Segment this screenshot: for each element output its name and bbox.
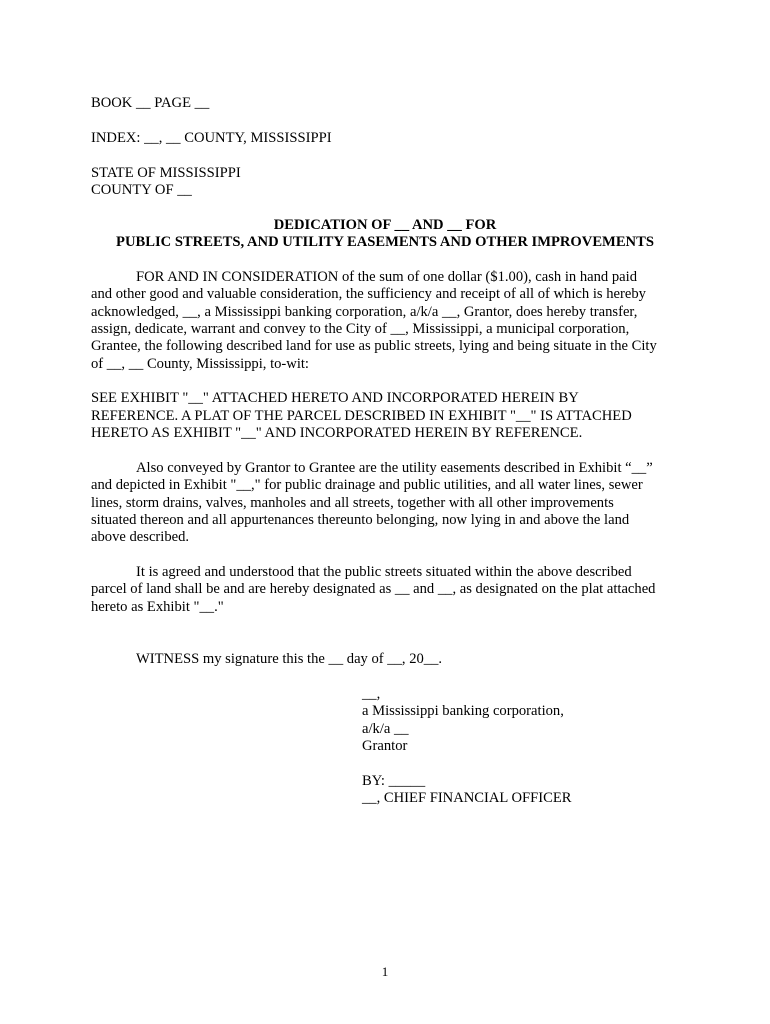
paragraph-line: REFERENCE. A PLAT OF THE PARCEL DESCRIBED IN EXHIBIT "__" IS ATTACHED: [91, 408, 632, 424]
page-number: 1: [381, 964, 389, 979]
grantor-aka: a/k/a __: [362, 721, 409, 737]
paragraph-line: It is agreed and understood that the public streets situated within the above described: [136, 564, 632, 580]
paragraph-line: hereto as Exhibit "__.": [91, 599, 224, 615]
paragraph-line: and other good and valuable consideration, the sufficiency and receipt of all of which is hereby: [91, 286, 646, 302]
paragraph-line: FOR AND IN CONSIDERATION of the sum of one dollar ($1.00), cash in hand paid: [136, 269, 637, 285]
paragraph-line: and depicted in Exhibit "__," for public drainage and public utilities, and all water lines, sewer: [91, 477, 643, 493]
paragraph-line: acknowledged, __, a Mississippi banking corporation, a/k/a __, Grantor, does hereby transfer,: [91, 304, 638, 320]
paragraph-line: of __, __ County, Mississippi, to-wit:: [91, 356, 309, 372]
book-page-line: BOOK __ PAGE __: [91, 95, 210, 111]
grantor-role: Grantor: [362, 738, 408, 754]
paragraph-line: HERETO AS EXHIBIT "__" AND INCORPORATED HEREIN BY REFERENCE.: [91, 425, 583, 441]
paragraph-line: above described.: [91, 529, 190, 545]
paragraph-line: Grantee, the following described land for use as public streets, lying and being situate in the City: [91, 338, 657, 354]
index-line: INDEX: __, __ COUNTY, MISSISSIPPI: [91, 130, 332, 146]
paragraph-line: parcel of land shall be and are hereby designated as __ and __, as designated on the plat attached: [91, 581, 656, 597]
grantor-name: __,: [362, 686, 381, 702]
grantor-description: a Mississippi banking corporation,: [362, 703, 564, 719]
paragraph-line: assign, dedicate, warrant and convey to the City of __, Mississippi, a municipal corporation,: [91, 321, 630, 337]
signature-by-line: BY: _____: [362, 773, 426, 789]
witness-line: WITNESS my signature this the __ day of __, 20__.: [136, 651, 443, 667]
paragraph-line: SEE EXHIBIT "__" ATTACHED HERETO AND INCORPORATED HEREIN BY: [91, 390, 579, 406]
paragraph-line: Also conveyed by Grantor to Grantee are the utility easements described in Exhibit “__”: [136, 460, 653, 476]
title-line-2: PUBLIC STREETS, AND UTILITY EASEMENTS AND OTHER IMPROVEMENTS: [116, 234, 654, 250]
paragraph-line: situated thereon and all appurtenances thereunto belonging, now lying in and above the land: [91, 512, 630, 528]
title-line-1: DEDICATION OF __ AND __ FOR: [273, 217, 497, 233]
officer-title: __, CHIEF FINANCIAL OFFICER: [362, 790, 572, 806]
state-line: STATE OF MISSISSIPPI: [91, 165, 241, 181]
county-line: COUNTY OF __: [91, 182, 192, 198]
paragraph-line: lines, storm drains, valves, manholes and all streets, together with all other improvements: [91, 495, 614, 511]
